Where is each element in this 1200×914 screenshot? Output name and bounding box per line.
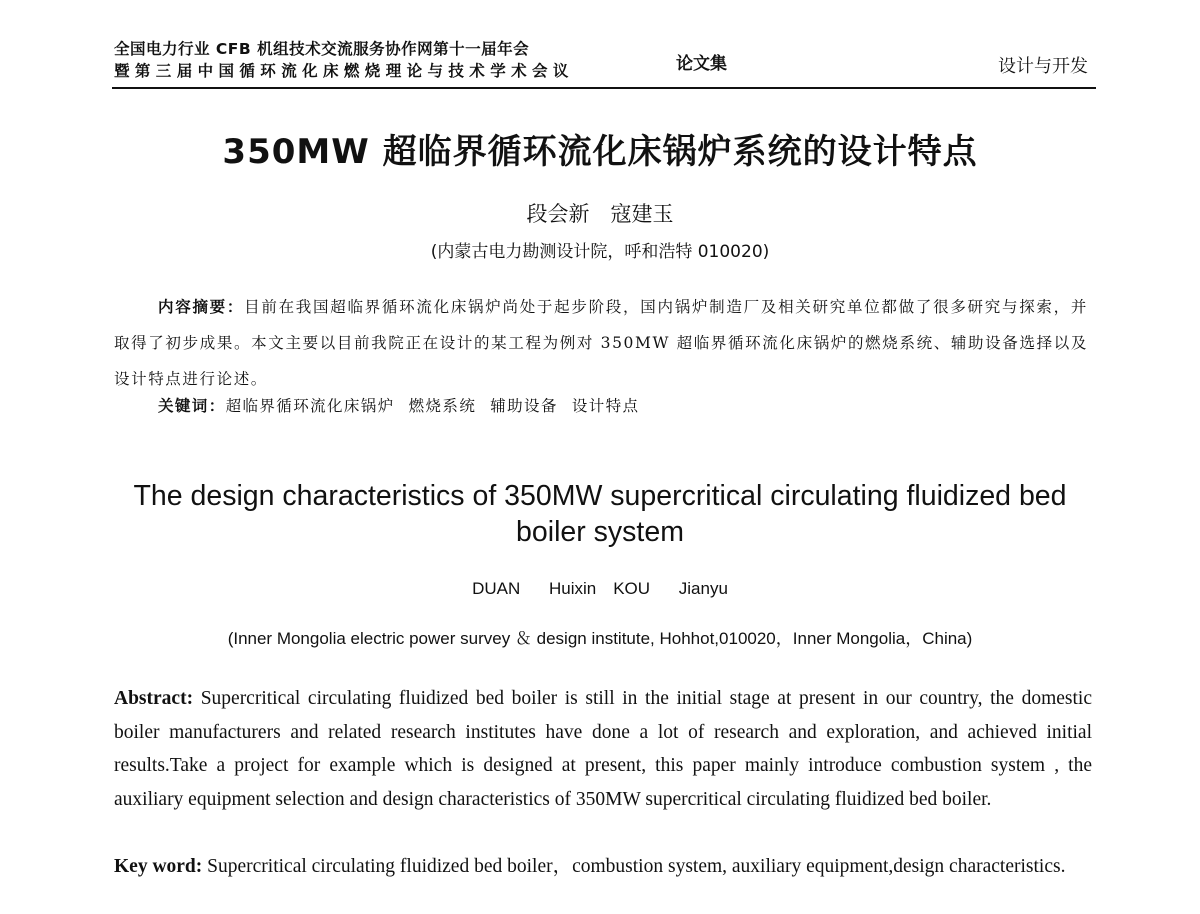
en-abstract-text: Supercritical circulating fluidized bed boiler is still in the initial stage at present in our country, the domestic boiler manufacturers and related research institutes have done a lot of research and exploration, and achieved initial results.Take a project for example which is designed at present, this paper mainly introduce combustion system , the auxiliary equipment selection and design characteristics of 350MW supercritical circulating fluidized bed boiler. <box>114 688 1092 810</box>
cn-title: 350MW 超临界循环流化床锅炉系统的设计特点 <box>222 132 978 172</box>
conference-line-1: 全国电力行业 CFB 机组技术交流服务协作网第十一届年会 <box>114 40 530 58</box>
cn-keywords-label: 关键词： <box>158 397 226 415</box>
en-abstract <box>114 682 1092 816</box>
cn-abstract-label: 内容摘要： <box>158 298 245 316</box>
cn-keyword: 辅助设备 <box>490 397 558 415</box>
cn-abstract-text: 目前在我国超临界循环流化床锅炉尚处于起步阶段，国内锅炉制造厂及相关研究单位都做了很多研究与探索，并取得了初步成果。本文主要以目前我院正在设计的某工程为例对 350MW 超临界循环流化床锅炉的燃烧系统、辅助设备选择以及设计特点进行论述。 <box>114 298 1088 388</box>
en-abstract-label: Abstract: <box>114 688 194 709</box>
cn-keyword: 设计特点 <box>571 397 640 415</box>
en-title: The design characteristics of 350MW supercritical circulating fluidized bed boiler system <box>133 480 1067 548</box>
cn-affiliation: (内蒙古电力勘测设计院，呼和浩特 010020) <box>430 242 770 262</box>
cn-keyword: 超临界循环流化床锅炉 <box>225 397 395 415</box>
section-label: 设计与开发 <box>998 56 1088 77</box>
en-affiliation: (Inner Mongolia electric power survey ＆ design institute, Hohhot,010020，Inner Mongolia，China) <box>227 629 973 648</box>
en-authors: DUAN Huixin KOU Jianyu <box>472 579 728 598</box>
conference-header <box>114 38 674 82</box>
conference-line-2: 暨第三届中国循环流化床燃烧理论与技术学术会议 <box>114 62 574 80</box>
cn-abstract <box>114 289 1088 397</box>
cn-authors: 段会新 寇建玉 <box>526 202 674 226</box>
cn-keywords <box>158 394 1058 416</box>
header-rule <box>112 87 1096 89</box>
cn-keyword: 燃烧系统 <box>408 397 477 415</box>
en-keywords <box>114 850 1092 884</box>
collection-label: 论文集 <box>676 54 727 74</box>
en-keywords-label: Key word: <box>114 856 203 877</box>
en-keywords-text: Supercritical circulating fluidized bed boiler，combustion system, auxiliary equipment,design characteristics. <box>207 856 1066 877</box>
